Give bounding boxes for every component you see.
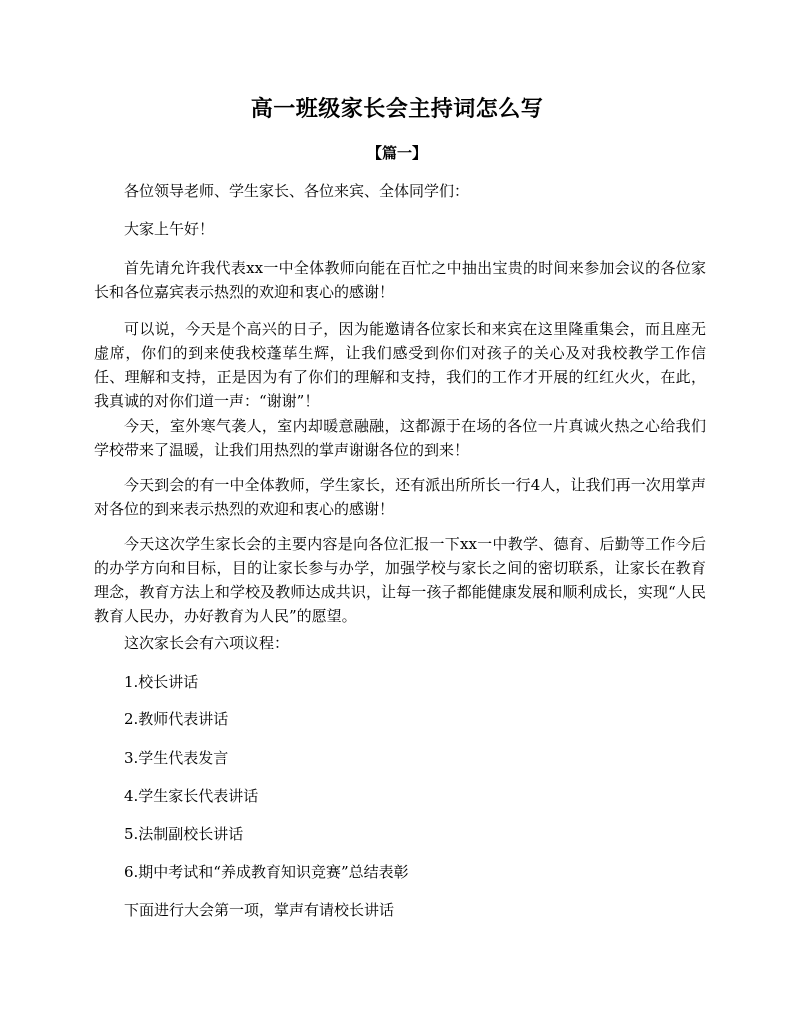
paragraph-warmth: 今天，室外寒气袭人，室内却暖意融融，这都源于在场的各位一片真诚火热之心给我们学校带来了温暖，让我们用热烈的掌声谢谢各位的到来！ bbox=[94, 417, 706, 459]
agenda-item: 6.期中考试和“养成教育知识竞赛”总结表彰 bbox=[124, 863, 409, 881]
paragraph-good-morning: 大家上午好！ bbox=[124, 220, 215, 238]
document-title: 高一班级家长会主持词怎么写 bbox=[250, 96, 544, 122]
paragraph-thanks: 可以说，今天是个高兴的日子，因为能邀请各位家长和来宾在这里隆重集会，而且座无虚席，你们的到来使我校蓬荜生辉，让我们感受到你们对孩子的关心及对我校教学工作信任、理解和支持，正是因为有了你们的理解和支持，我们的工作才开展的红红火火，在此，我真诚的对你们道一声：“谢谢”！ bbox=[94, 320, 706, 410]
paragraph-welcome: 首先请允许我代表xx一中全体教师向能在百忙之中抽出宝贵的时间来参加会议的各位家长和各位嘉宾表示热烈的欢迎和衷心的感谢！ bbox=[94, 259, 706, 301]
paragraph-first-item: 下面进行大会第一项，掌声有请校长讲话 bbox=[124, 901, 395, 919]
paragraph-agenda-intro: 这次家长会有六项议程： bbox=[124, 634, 290, 652]
agenda-item: 1.校长讲话 bbox=[124, 673, 199, 691]
section-label: 【篇一】 bbox=[366, 144, 427, 162]
agenda-item: 3.学生代表发言 bbox=[124, 749, 229, 767]
paragraph-purpose: 今天这次学生家长会的主要内容是向各位汇报一下xx一中教学、德育、后勤等工作今后的办学方向和目标，目的让家长参与办学，加强学校与家长之间的密切联系，让家长在教育理念，教育方法上和学校及教师达成共识，让每一孩子都能健康发展和顺利成长，实现“人民教育人民办，办好教育为人民”的愿望。 bbox=[94, 535, 706, 625]
paragraph-attendees: 今天到会的有一中全体教师，学生家长，还有派出所所长一行4人，让我们再一次用掌声对各位的到来表示热烈的欢迎和衷心的感谢！ bbox=[94, 476, 706, 518]
agenda-item: 2.教师代表讲话 bbox=[124, 710, 229, 728]
agenda-item: 4.学生家长代表讲话 bbox=[124, 787, 259, 805]
paragraph-greeting: 各位领导老师、学生家长、各位来宾、全体同学们： bbox=[124, 182, 470, 200]
agenda-item: 5.法制副校长讲话 bbox=[124, 825, 244, 843]
